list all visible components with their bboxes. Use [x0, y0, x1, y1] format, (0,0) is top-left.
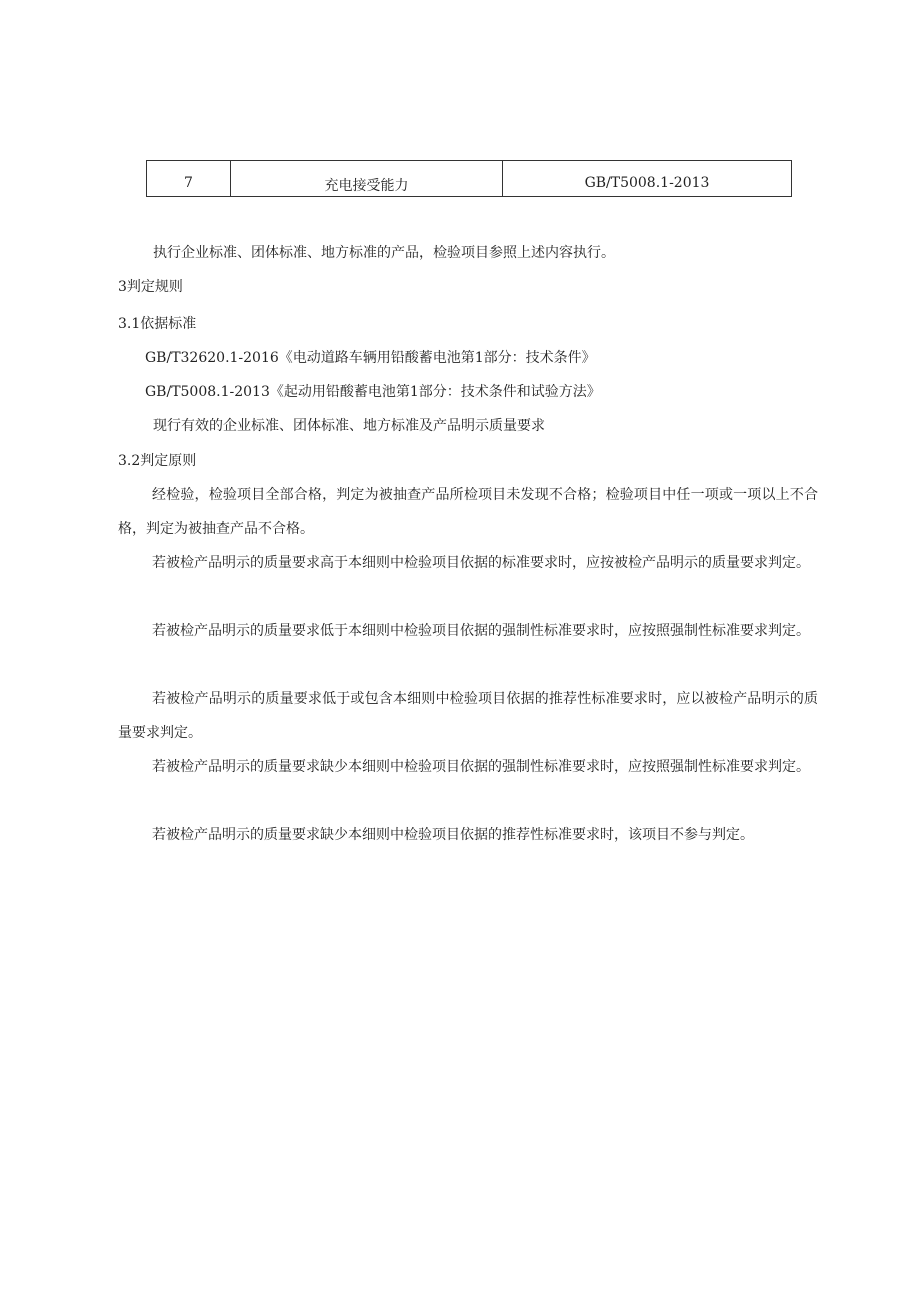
section-3-heading: 3判定规则 — [118, 279, 183, 295]
standard-item-1: GB/T32620.1-2016《电动道路车辆用铅酸蓄电池第1部分：技术条件》 — [145, 350, 596, 366]
row-number: 7 — [147, 161, 231, 197]
principle-paragraph-2: 若被检产品明示的质量要求高于本细则中检验项目依据的标准要求时，应按被检产品明示的质量要求判定。 — [152, 555, 810, 571]
principle-paragraph-5: 若被检产品明示的质量要求缺少本细则中检验项目依据的强制性标准要求时，应按照强制性标准要求判定。 — [152, 759, 810, 775]
intro-note: 执行企业标准、团体标准、地方标准的产品，检验项目参照上述内容执行。 — [153, 245, 615, 261]
principle-paragraph-3: 若被检产品明示的质量要求低于本细则中检验项目依据的强制性标准要求时，应按照强制性标准要求判定。 — [152, 623, 810, 639]
standard-item-3: 现行有效的企业标准、团体标准、地方标准及产品明示质量要求 — [153, 418, 545, 434]
table-row — [147, 161, 792, 197]
principle-paragraph-4: 若被检产品明示的质量要求低于或包含本细则中检验项目依据的推荐性标准要求时，应以被检产品明示的质量要求判定。 — [118, 691, 818, 741]
section-3-2-heading: 3.2判定原则 — [118, 453, 197, 469]
section-3-1-heading: 3.1依据标准 — [118, 316, 197, 332]
inspection-items-table — [146, 160, 792, 197]
inspection-item: 充电接受能力 — [231, 161, 503, 197]
standard-item-2: GB/T5008.1-2013《起动用铅酸蓄电池第1部分：技术条件和试验方法》 — [145, 384, 601, 400]
principle-paragraph-1: 经检验，检验项目全部合格，判定为被抽查产品所检项目未发现不合格；检验项目中任一项或一项以上不合格，判定为被抽查产品不合格。 — [118, 487, 818, 537]
principle-paragraph-6: 若被检产品明示的质量要求缺少本细则中检验项目依据的推荐性标准要求时，该项目不参与判定。 — [152, 827, 754, 843]
standard-reference: GB/T5008.1-2013 — [503, 161, 792, 197]
